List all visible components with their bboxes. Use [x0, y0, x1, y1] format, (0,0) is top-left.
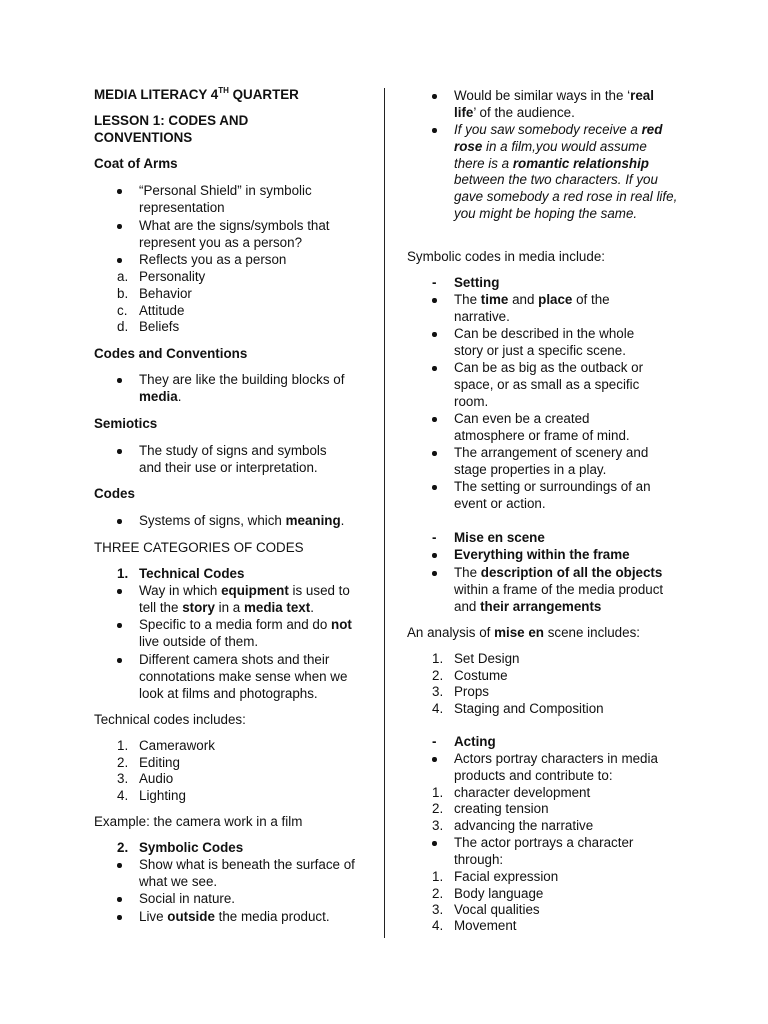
setting-bullet-2: Can be described in the whole story or just a specific scene. — [454, 326, 659, 360]
acting-heading: - Acting — [432, 734, 496, 749]
codes-conventions-bullet: They are like the building blocks of media. — [139, 372, 364, 406]
acting-bullet-2: The actor portrays a character through: — [454, 835, 664, 869]
symbolic-include-text: Symbolic codes in media include: — [407, 249, 605, 264]
setting-bullet-1: The time and place of the narrative. — [454, 292, 654, 326]
semiotics-bullet: The study of signs and symbols and their use or interpretation. — [139, 443, 349, 477]
mise-list-item: 3. Props — [432, 684, 489, 699]
coat-bullet-3: Reflects you as a person — [139, 252, 364, 269]
symbolic-bullet-3: Live outside the media product. — [139, 909, 374, 926]
trait-item: a. Personality — [117, 269, 206, 284]
example-text: Example: the camera work in a film — [94, 814, 303, 829]
page-title: MEDIA LITERACY 4TH QUARTER — [94, 86, 299, 102]
acting-list-item: 3. advancing the narrative — [432, 818, 594, 833]
column-divider — [384, 88, 385, 938]
mise-en-scene-heading: - Mise en scene — [432, 530, 545, 545]
setting-bullet-5: The arrangement of scenery and stage properties in a play. — [454, 445, 669, 479]
red-rose-bullet: If you saw somebody receive a red rose in a film,you would assume there is a romantic relationship between the two characters. If you gave somebody a red rose in real life, you might be hoping the same. — [454, 122, 678, 221]
portray-list-item: 3. Vocal qualities — [432, 902, 540, 917]
acting-bullet-1: Actors portray characters in media products and contribute to: — [454, 751, 679, 785]
symbolic-bullet-1: Show what is beneath the surface of what we see. — [139, 857, 364, 891]
symbolic-bullet-2: Social in nature. — [139, 891, 364, 908]
symbolic-codes-heading: 2. Symbolic Codes — [117, 840, 244, 855]
technical-bullet-1: Way in which equipment is used to tell the story in a media text. — [139, 583, 364, 617]
semiotics-heading: Semiotics — [94, 416, 158, 431]
mise-bullet-2: The description of all the objects within a frame of the media product and their arrangements — [454, 565, 679, 615]
setting-bullet-3: Can be as big as the outback or space, or as small as a specific room. — [454, 360, 669, 410]
technical-bullet-3: Different camera shots and their connotations make sense when we look at films and photographs. — [139, 652, 369, 702]
codes-conventions-heading: Codes and Conventions — [94, 346, 248, 361]
technical-codes-heading: 1. Technical Codes — [117, 566, 245, 581]
coat-of-arms-heading: Coat of Arms — [94, 156, 178, 171]
real-life-bullet: Would be similar ways in the ‘real life’ of the audience. — [454, 88, 679, 122]
mise-list-item: 2. Costume — [432, 668, 508, 683]
mise-bullet-1: Everything within the frame — [454, 547, 679, 564]
acting-list-item: 1. character development — [432, 785, 591, 800]
trait-item: b. Behavior — [117, 286, 192, 301]
mise-list-item: 1. Set Design — [432, 651, 520, 666]
portray-list-item: 1. Facial expression — [432, 869, 559, 884]
mise-list-item: 4. Staging and Composition — [432, 701, 604, 716]
technical-list-item: 3. Audio — [117, 771, 174, 786]
three-categories-heading: THREE CATEGORIES OF CODES — [94, 540, 304, 555]
trait-item: c. Attitude — [117, 303, 185, 318]
lesson-title: LESSON 1: CODES AND CONVENTIONS — [94, 113, 249, 145]
coat-bullet-2: What are the signs/symbols that represent you as a person? — [139, 218, 364, 252]
technical-list-item: 4. Lighting — [117, 788, 186, 803]
setting-bullet-6: The setting or surroundings of an event or action. — [454, 479, 669, 513]
technical-bullet-2: Specific to a media form and do not live outside of them. — [139, 617, 354, 651]
codes-bullet: Systems of signs, which meaning. — [139, 513, 369, 530]
trait-item: d. Beliefs — [117, 319, 180, 334]
coat-bullet-1: “Personal Shield” in symbolic representation — [139, 183, 349, 217]
setting-bullet-4: Can even be a created atmosphere or frame of mind. — [454, 411, 654, 445]
technical-list-item: 1. Camerawork — [117, 738, 215, 753]
technical-list-item: 2. Editing — [117, 755, 180, 770]
codes-heading: Codes — [94, 486, 135, 501]
analysis-text: An analysis of mise en scene includes: — [407, 625, 640, 640]
setting-heading: - Setting — [432, 275, 500, 290]
portray-list-item: 2. Body language — [432, 886, 544, 901]
technical-includes-text: Technical codes includes: — [94, 712, 246, 727]
portray-list-item: 4. Movement — [432, 918, 517, 933]
acting-list-item: 2. creating tension — [432, 801, 549, 816]
